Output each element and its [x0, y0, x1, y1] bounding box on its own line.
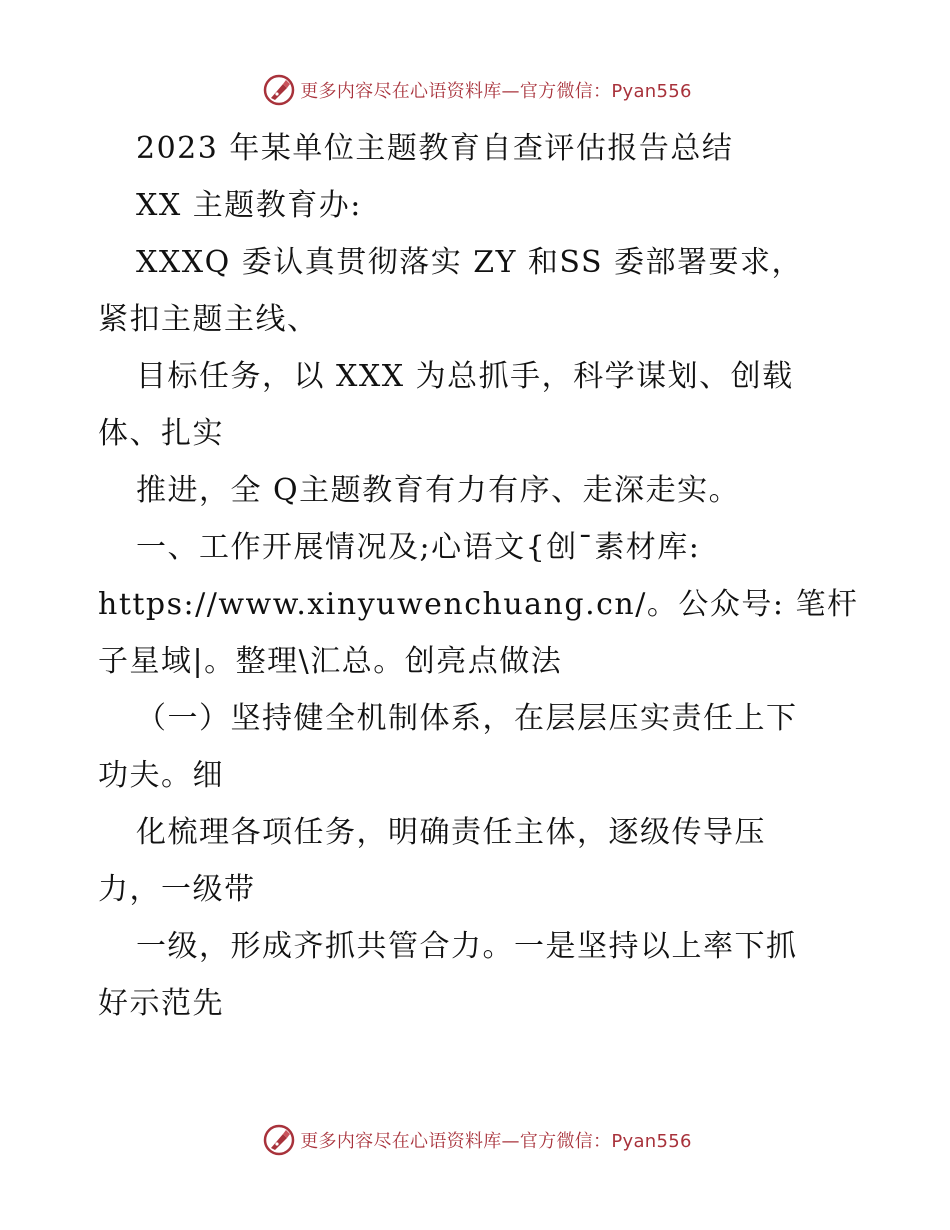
document-line: 紧扣主题主线、 [98, 302, 319, 337]
document-line: 推进，全 Q主题教育有力有序、走深走实。 [136, 473, 741, 508]
document-line: 化梳理各项任务，明确责任主体，逐级传导压 [136, 815, 766, 850]
document-line: 一、工作开展情况及;心语文{创¯素材库: [136, 530, 701, 565]
document-body [98, 120, 858, 1032]
document-line: XX 主题教育办: [136, 188, 362, 223]
document-line: 力，一级带 [98, 872, 256, 907]
document-line: （一）坚持健全机制体系，在层层压实责任上下 [136, 701, 798, 736]
document-line: 好示范先 [98, 986, 224, 1021]
watermark-text: 更多内容尽在心语资料库—官方微信：Pyan556 [300, 1131, 692, 1152]
watermark-banner-bottom [0, 1120, 950, 1160]
document-line: https://www.xinyuwenchuang.cn/。公众号: 笔杆 [98, 587, 859, 622]
document-line: 一级，形成齐抓共管合力。一是坚持以上率下抓 [136, 929, 798, 964]
pen-nib-logo-icon [262, 73, 296, 107]
pen-nib-logo-icon [262, 1123, 296, 1157]
document-line: 体、扎实 [98, 416, 224, 451]
watermark-banner-top [0, 70, 950, 110]
document-line: 子星域|。整理\汇总。创亮点做法 [98, 644, 563, 679]
document-line: 功夫。细 [98, 758, 224, 793]
document-line: 目标任务，以 XXX 为总抓手，科学谋划、创载 [136, 359, 794, 394]
document-line: 2023 年某单位主题教育自查评估报告总结 [136, 131, 734, 166]
document-line: XXXQ 委认真贯彻落实 ZY 和SS 委部署要求， [136, 245, 804, 280]
watermark-text: 更多内容尽在心语资料库—官方微信：Pyan556 [300, 81, 692, 102]
